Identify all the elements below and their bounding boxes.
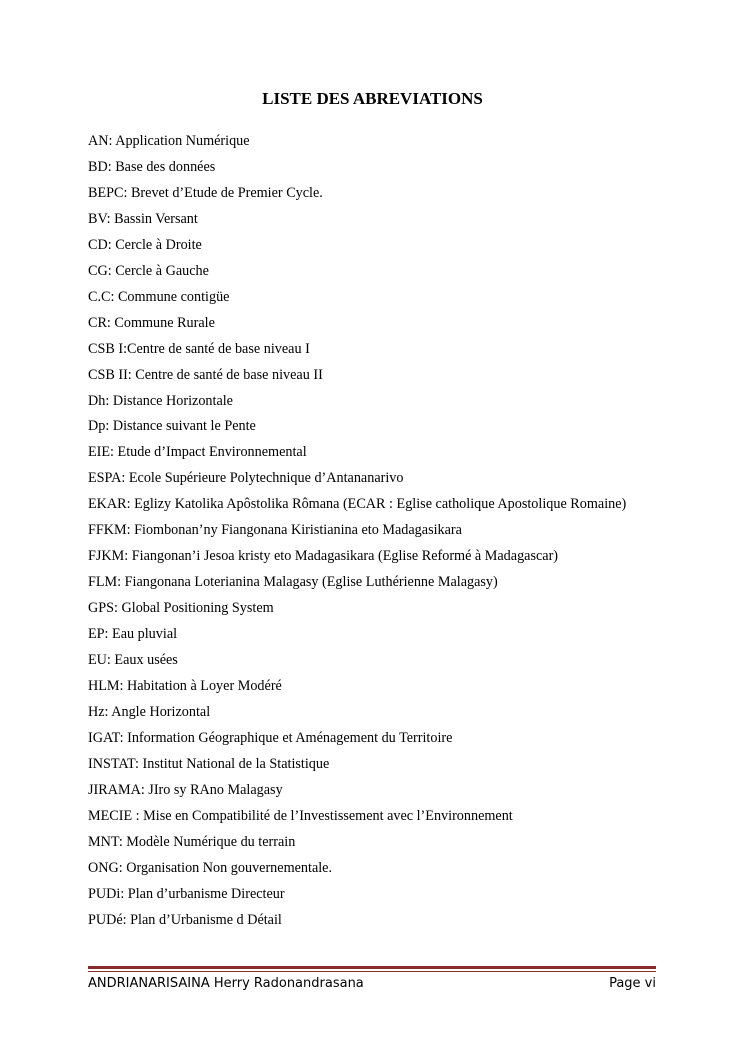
page-number: Page vi — [609, 976, 656, 991]
list-item: CR: Commune Rurale — [88, 314, 215, 331]
list-item: JIRAMA: JIro sy RAno Malagasy — [88, 781, 283, 798]
list-item: FLM: Fiangonana Loterianina Malagasy (Eglise Luthérienne Malagasy) — [88, 574, 498, 591]
list-item: CD: Cercle à Droite — [88, 236, 202, 253]
list-item: CG: Cercle à Gauche — [88, 262, 209, 279]
list-item: EKAR: Eglizy Katolika Apôstolika Rômana (ECAR : Eglise catholique Apostolique Romaine) — [88, 496, 627, 513]
list-item: ONG: Organisation Non gouvernementale. — [88, 859, 333, 876]
list-item: BEPC: Brevet d’Etude de Premier Cycle. — [88, 184, 323, 201]
list-item: CSB II: Centre de santé de base niveau II — [88, 366, 323, 383]
list-item: Dp: Distance suivant le Pente — [88, 418, 256, 435]
list-item: Dh: Distance Horizontale — [88, 392, 233, 409]
list-item: EP: Eau pluvial — [88, 626, 178, 643]
list-item: AN: Application Numérique — [88, 133, 250, 149]
list-item: EU: Eaux usées — [88, 652, 178, 669]
list-item: INSTAT: Institut National de la Statistique — [88, 755, 330, 772]
list-item: BD: Base des données — [88, 158, 216, 175]
footer-divider — [88, 966, 656, 973]
list-item: Hz: Angle Horizontal — [88, 703, 211, 720]
footer-author: ANDRIANARISAINA Herry Radonandrasana — [88, 976, 364, 991]
footer-divider-thin — [88, 971, 656, 972]
footer-divider-thick — [88, 966, 656, 969]
page-footer — [88, 974, 656, 994]
list-item: PUDé: Plan d’Urbanisme d Détail — [88, 911, 282, 928]
list-item: GPS: Global Positioning System — [88, 600, 274, 617]
list-item: FJKM: Fiangonan’i Jesoa kristy eto Madagasikara (Eglise Reformé à Madagascar) — [88, 548, 559, 565]
list-item: FFKM: Fiombonan’ny Fiangonana Kiristianina eto Madagasikara — [88, 522, 462, 539]
list-item: IGAT: Information Géographique et Aménagement du Territoire — [88, 729, 453, 746]
list-item: ESPA: Ecole Supérieure Polytechnique d’Antananarivo — [88, 470, 404, 487]
list-item: MNT: Modèle Numérique du terrain — [88, 833, 296, 850]
list-item: BV: Bassin Versant — [88, 210, 198, 227]
abbreviation-list — [88, 129, 656, 934]
list-item: PUDi: Plan d’urbanisme Directeur — [88, 885, 285, 902]
list-item: EIE: Etude d’Impact Environnemental — [88, 444, 307, 461]
list-item: C.C: Commune contigüe — [88, 288, 230, 305]
list-item: CSB I:Centre de santé de base niveau I — [88, 340, 310, 357]
page-title: LISTE DES ABREVIATIONS — [262, 89, 483, 108]
list-item: MECIE : Mise en Compatibilité de l’Investissement avec l’Environnement — [88, 807, 513, 824]
list-item: HLM: Habitation à Loyer Modéré — [88, 678, 282, 695]
